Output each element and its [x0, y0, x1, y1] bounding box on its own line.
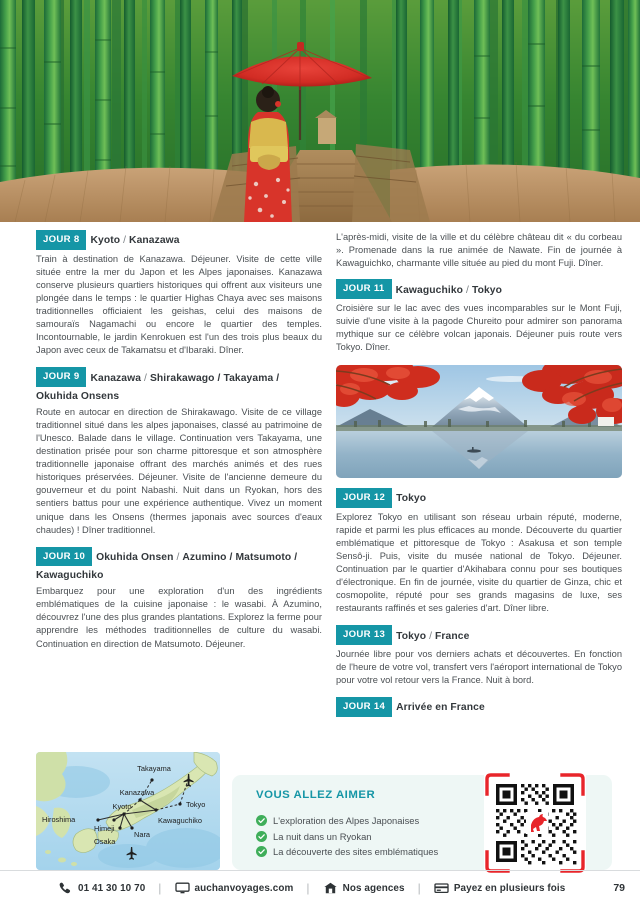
day-title: [396, 702, 485, 713]
day-block-jour-8: [36, 231, 322, 357]
day-title-separator: /: [426, 630, 436, 642]
footer-agencies[interactable]: [323, 882, 405, 894]
hero-image: [0, 0, 640, 222]
day-text: Journée libre pour vos derniers achats et découvertes. En fonction de l'heure de votre vol, transfert vers l'aéroport international de Tokyo pour votre vol retour vers la France. Nuit à bord.: [336, 648, 622, 686]
qr-code[interactable]: [484, 772, 586, 874]
day-title: [396, 285, 502, 296]
day-title: [396, 493, 426, 504]
footer-separator: |: [306, 881, 310, 895]
list-item: [256, 844, 438, 860]
day-header: [336, 489, 622, 509]
day-title-rest: Azumino / Matsumoto /: [182, 551, 298, 563]
card-icon: [434, 882, 449, 894]
day-header: [336, 280, 622, 300]
day-text: Croisière sur le lac avec des vues incomparables sur le Mont Fuji, suivie d'une visite à la pagode Chureito pour admirer son panorama mythique sur ce célèbre volcan japonais. Déjeuner puis route vers Tokyo. Dîner.: [336, 302, 622, 353]
map-city-hiroshima: Hiroshima: [42, 815, 76, 824]
day-title-main: Kanazawa: [90, 372, 142, 384]
japan-itinerary-map: [36, 752, 220, 870]
day-title-separator: /: [173, 551, 183, 563]
list-item: [256, 813, 438, 829]
aimer-item-label: La nuit dans un Ryokan: [273, 830, 372, 842]
day-badge: JOUR 8: [36, 230, 86, 250]
day-title-rest: Kanazawa: [129, 235, 180, 247]
map-city-kawaguchiko: Kawaguchiko: [158, 816, 202, 825]
store-icon: [323, 882, 338, 894]
day-title-separator: /: [141, 372, 150, 384]
footer-payment[interactable]: [434, 882, 566, 894]
monitor-icon: [175, 882, 190, 894]
day-header: [336, 626, 622, 646]
mount-fuji-illustration: [336, 365, 622, 478]
day-text: Route en autocar en direction de Shirakawago. Visite de ce village traditionnel situé dans les alpes japonaises, classé au patrimoine de l'Unesco. Balade dans le village. Continuation vers Takayama, une destination prisée pour son charme pittoresque et son atmosphère traditionnelle japonaise offrant des marchés animés et des rues historiques préservées. Déjeuner. Visite de l'ancienne demeure du gouverneur et du point Nabashi. Nuit dans un Ryokan, hors des sentiers battus pour une expérience authentique. Vivez un moment unique dans les Onsens (thermes japonais avec sources d'eaux chaudes) ! Dîner traditionnel.: [36, 406, 322, 535]
check-circle-icon: [256, 815, 267, 826]
footer-payment-label: Payez en plusieurs fois: [453, 882, 566, 894]
day-title-main: Okuhida Onsen: [96, 551, 174, 563]
day-badge: JOUR 9: [36, 367, 86, 387]
continuation-text: L'après-midi, visite de la ville et du célèbre château dit « du corbeau ». Promenade dans la rue animée de Nawate. Fin de journée à Kawaguichko, charmante ville située au pied du mont Fuji. Dîner.: [336, 232, 622, 269]
day-title-line2: Okuhida Onsens: [36, 390, 120, 402]
footer-items: [58, 882, 565, 894]
qr-code-graphic[interactable]: [484, 772, 586, 874]
bird-logo-icon: [526, 812, 548, 834]
page-number: 79: [613, 882, 625, 894]
day-block-jour-14: [336, 698, 622, 718]
map-city-nara: Nara: [134, 830, 151, 839]
day-block-jour-13: [336, 626, 622, 687]
day-title-separator: /: [463, 284, 472, 296]
day-title-rest: Tokyo: [471, 284, 502, 296]
day-title-rest: France: [435, 630, 470, 642]
footer-website[interactable]: [175, 882, 294, 894]
left-column: [36, 231, 322, 662]
day-badge: JOUR 11: [336, 279, 392, 299]
day-badge: JOUR 13: [336, 625, 392, 645]
footer-phone[interactable]: [58, 882, 145, 894]
footer-phone-label: 01 41 30 10 70: [78, 882, 146, 894]
footer-website-label: auchanvoyages.com: [194, 882, 294, 894]
mount-fuji-photo: [336, 365, 622, 478]
day-title: [90, 373, 279, 384]
list-item: [256, 829, 438, 845]
check-circle-icon: [256, 846, 267, 857]
footer-separator: |: [158, 881, 162, 895]
day-block-jour-10: [36, 548, 322, 651]
map-city-kanazawa: Kanazawa: [119, 788, 155, 797]
footer-bar: [0, 870, 640, 909]
day-title: [396, 631, 469, 642]
day-text: Train à destination de Kanazawa. Déjeuner. Visite de cette ville située entre la mer du Japon et les Alpes japonaises. Kanazawa conserve plusieurs quartiers historiques qui offrent aux visiteurs une plongée dans le temps : le quartier Highas Chaya avec ses maisons traditionnelles officiaient les geishas, celui des maisons de samouraïs Nagamachi ou encore le quartier des temples. Incontournable, le jardin Kenrokuen est l'un des trois plus beaux du Japon avec ceux de Takamatsu et d'Ibaraki. Dîner.: [36, 253, 322, 356]
map-city-himeji: Himeji: [94, 824, 115, 833]
day-block-jour-11: [336, 280, 622, 354]
aimer-item-label: L'exploration des Alpes Japonaises: [273, 815, 420, 826]
day-header: [36, 548, 322, 584]
check-circle-icon: [256, 831, 267, 842]
right-column: [336, 231, 622, 729]
day-badge: JOUR 10: [36, 547, 92, 567]
day-block-jour-12: [336, 489, 622, 615]
day-title-separator: /: [120, 235, 130, 247]
day-header: [336, 698, 622, 718]
bamboo-forest-photo: [0, 0, 640, 222]
day-badge: JOUR 14: [336, 697, 392, 717]
day-text: Embarquez pour une exploration d'un des ingrédients emblématiques de la cuisine japonaise : le wasabi. À Azumino, découvrez l'une des plus grandes plantations. Explorez la ferme pour apprendre les méthodes traditionnelles de culture du wasabi. Continuation en direction de Matsumoto. Déjeuner.: [36, 586, 322, 649]
day-block-jour-9: [36, 368, 322, 536]
day-header: [36, 231, 322, 251]
day-title-rest: Shirakawago / Takayama /: [149, 372, 280, 384]
footer-separator: |: [417, 881, 421, 895]
day-title-main: Arrivée en France: [396, 702, 485, 714]
aimer-item-label: La découverte des sites emblématiques: [273, 846, 439, 857]
day-text: Explorez Tokyo en utilisant son réseau urbain réputé, moderne, rapide et parmi les plus efficaces au monde. Découverte du quartier emblématique et pittoresque de Tokyo : Asakusa et son temple Sensô-ji. Puis, visite du musée national de Tokyo. Déjeuner. Continuation par le quartier d'Akihabara connu pour ses boutiques d'électronique. En fin de journée, visite du quartier de Ginza, chic et cosmopolite, réputé pour ses grands magasins de luxe, ses restaurants raffinés et ses galeries d'art. Dîner libre.: [336, 511, 622, 614]
day-title-main: Tokyo: [396, 493, 427, 505]
day-title: [90, 235, 179, 246]
map-city-takayama: Takayama: [137, 764, 171, 773]
aimer-list: [256, 813, 438, 860]
day-title: [96, 552, 297, 563]
aimer-title: VOUS ALLEZ AIMER: [256, 789, 376, 801]
japan-map-illustration: [36, 752, 220, 870]
day-badge: JOUR 12: [336, 488, 392, 508]
day-header: [36, 368, 322, 404]
day-title-line2: Kawaguchiko: [36, 570, 104, 582]
map-city-kyoto: Kyoto: [112, 802, 132, 811]
day-title-main: Kawaguchiko: [395, 284, 464, 296]
phone-icon: [58, 882, 73, 894]
map-city-osaka: Osaka: [94, 837, 116, 846]
footer-agencies-label: Nos agences: [342, 882, 405, 894]
day-title-main: Kyoto: [90, 235, 121, 247]
day-title-main: Tokyo: [396, 630, 427, 642]
map-city-tokyo: Tokyo: [186, 800, 206, 809]
